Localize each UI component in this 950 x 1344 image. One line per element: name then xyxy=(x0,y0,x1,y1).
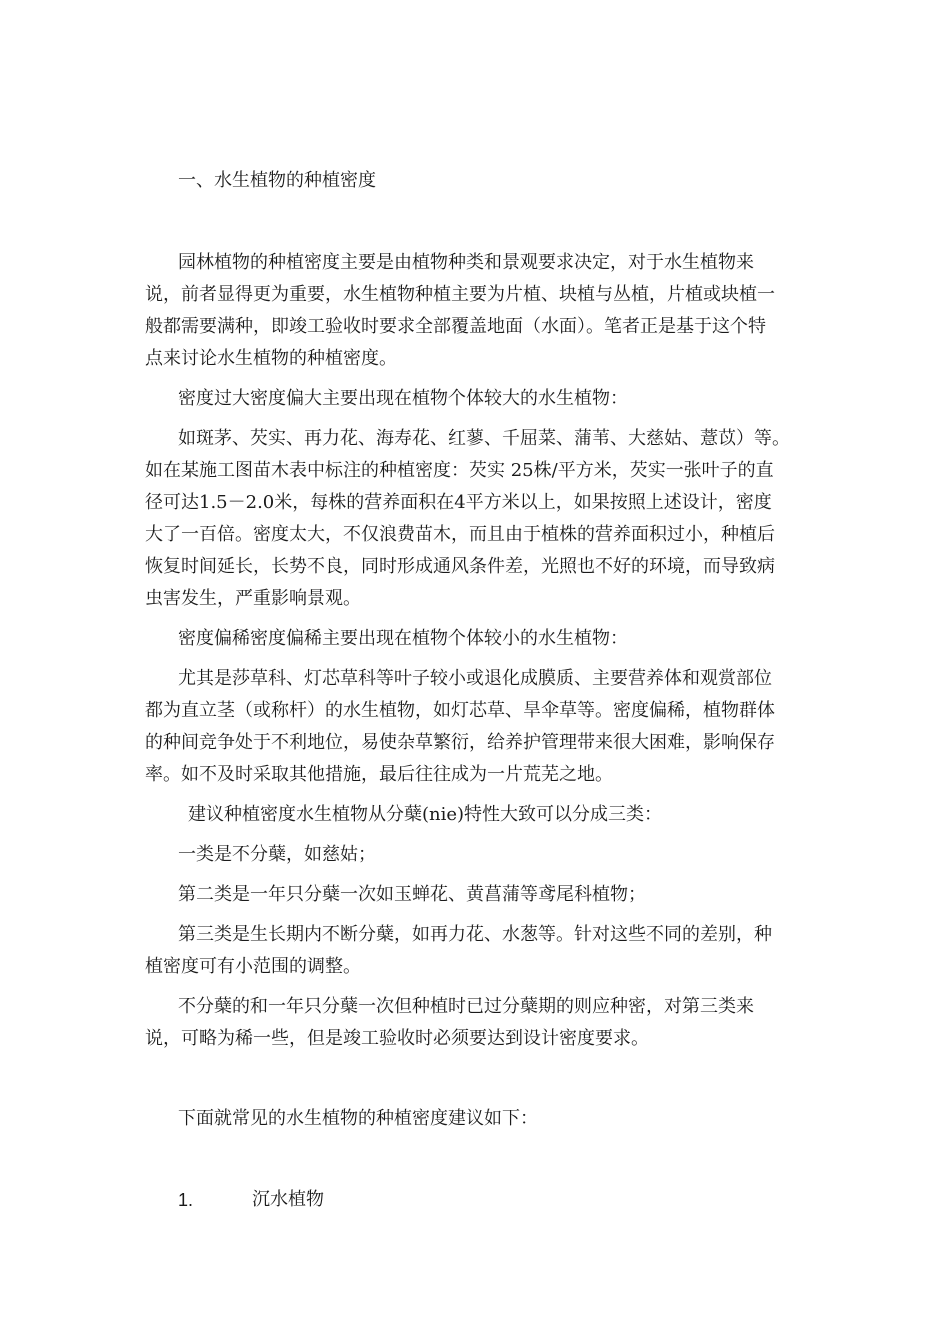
subheading-number: 1. xyxy=(178,1190,194,1210)
paragraph-1-line-1: 园林植物的种植密度主要是由植物种类和景观要求决定，对于水生植物来 xyxy=(178,252,754,273)
paragraph-10-line-1: 不分蘖的和一年只分蘖一次但种植时已过分蘖期的则应种密，对第三类来 xyxy=(178,996,754,1017)
paragraph-5-line-2: 都为直立茎（或称杆）的水生植物，如灯芯草、旱伞草等。密度偏稀，植物群体 xyxy=(145,700,775,721)
paragraph-5-line-3: 的种间竞争处于不利地位，易使杂草繁衍，给养护管理带来很大困难，影响保存 xyxy=(145,732,775,753)
paragraph-3-line-1: 如斑茅、芡实、再力花、海寿花、红蓼、千屈菜、蒲苇、大慈姑、薏苡）等。 xyxy=(178,428,790,449)
section-title: 一、水生植物的种植密度 xyxy=(178,170,376,191)
paragraph-3-line-5: 恢复时间延长，长势不良，同时形成通风条件差，光照也不好的环境，而导致病 xyxy=(145,556,775,577)
paragraph-9-line-1: 第三类是生长期内不断分蘖，如再力花、水葱等。针对这些不同的差别，种 xyxy=(178,924,772,945)
paragraph-8: 第二类是一年只分蘖一次如玉蝉花、黄菖蒲等鸢尾科植物； xyxy=(178,884,646,905)
paragraph-5-line-1: 尤其是莎草科、灯芯草科等叶子较小或退化成膜质、主要营养体和观赏部位 xyxy=(178,668,772,689)
paragraph-5-line-4: 率。如不及时采取其他措施，最后往往成为一片荒芜之地。 xyxy=(145,764,613,785)
paragraph-2: 密度过大密度偏大主要出现在植物个体较大的水生植物： xyxy=(178,388,628,409)
paragraph-10-line-2: 说，可略为稀一些，但是竣工验收时必须要达到设计密度要求。 xyxy=(145,1028,649,1049)
paragraph-1-line-4: 点来讨论水生植物的种植密度。 xyxy=(145,348,397,369)
paragraph-6: 建议种植密度水生植物从分蘖(nie)特性大致可以分成三类： xyxy=(188,804,663,825)
paragraph-4: 密度偏稀密度偏稀主要出现在植物个体较小的水生植物： xyxy=(178,628,628,649)
paragraph-3-line-2: 如在某施工图苗木表中标注的种植密度：芡实 25株/平方米，芡实一张叶子的直 xyxy=(145,460,774,481)
paragraph-3-line-4: 大了一百倍。密度太大，不仅浪费苗木，而且由于植株的营养面积过小，种植后 xyxy=(145,524,775,545)
paragraph-1-line-3: 般都需要满种，即竣工验收时要求全部覆盖地面（水面）。笔者正是基于这个特 xyxy=(145,316,766,337)
paragraph-3-line-6: 虫害发生，严重影响景观。 xyxy=(145,588,361,609)
paragraph-11: 下面就常见的水生植物的种植密度建议如下： xyxy=(178,1108,538,1129)
paragraph-3-line-3: 径可达1.5－2.0米，每株的营养面积在4平方米以上，如果按照上述设计，密度 xyxy=(145,492,772,513)
paragraph-9-line-2: 植密度可有小范围的调整。 xyxy=(145,956,361,977)
paragraph-1-line-2: 说，前者显得更为重要，水生植物种植主要为片植、块植与丛植，片植或块植一 xyxy=(145,284,775,305)
paragraph-7: 一类是不分蘖，如慈姑； xyxy=(178,844,376,865)
subheading-label: 沉水植物 xyxy=(252,1189,324,1210)
